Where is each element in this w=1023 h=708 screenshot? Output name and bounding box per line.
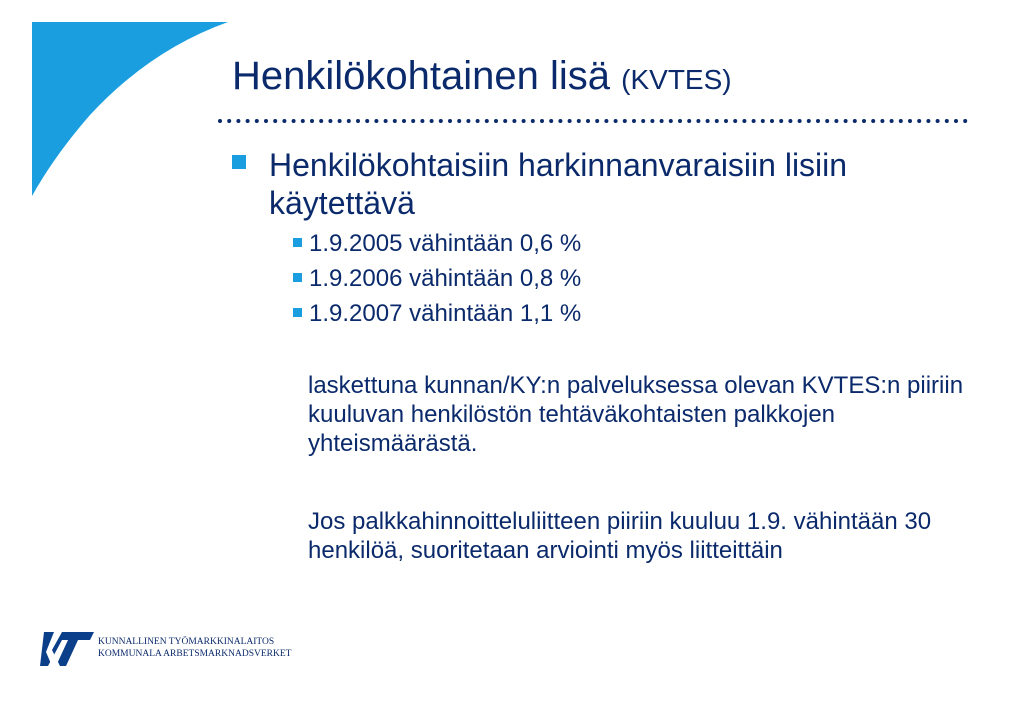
square-bullet-icon [293,308,302,317]
body-paragraph-assessment: Jos palkkahinnoitteluliitteen piiriin kuuluu 1.9. vähintään 30 henkilöä, suoritetaan arviointi myös liitteittäin [308,508,932,564]
corner-decoration [0,0,240,210]
sub-bullet-text: 1.9.2005 vähintään 0,6 % [309,230,582,257]
logo-text-line-2: KOMMUNALA ARBETSMARKNADSVERKET [98,649,292,659]
kt-logo-icon [40,630,96,668]
logo-text [98,636,291,660]
slide-title-main: Henkilökohtainen lisä [232,54,611,98]
slide-title [232,52,732,104]
sub-bullet-text: 1.9.2007 vähintään 1,1 % [309,300,582,327]
sub-bullet-item [293,228,893,263]
main-bullet-text: Henkilökohtaisiin harkinnanvaraisiin lisiin käytettävä [269,147,848,221]
title-divider [218,116,976,126]
sub-bullet-item [293,263,893,298]
sub-bullet-item [293,298,893,333]
sub-bullet-text: 1.9.2006 vähintään 0,8 % [309,265,582,292]
square-bullet-icon [293,273,302,282]
sub-bullet-list [293,228,893,333]
body-paragraph-calculation: laskettuna kunnan/KY:n palveluksessa olevan KVTES:n piiriin kuuluvan henkilöstön tehtäväkohtaisten palkkojen yhteismäärästä. [308,372,964,457]
square-bullet-icon [232,155,246,169]
organization-logo [40,630,370,670]
square-bullet-icon [293,238,302,247]
slide-title-suffix: (KVTES) [621,64,732,95]
logo-text-line-1: KUNNALLINEN TYÖMARKKINALAITOS [98,637,275,647]
